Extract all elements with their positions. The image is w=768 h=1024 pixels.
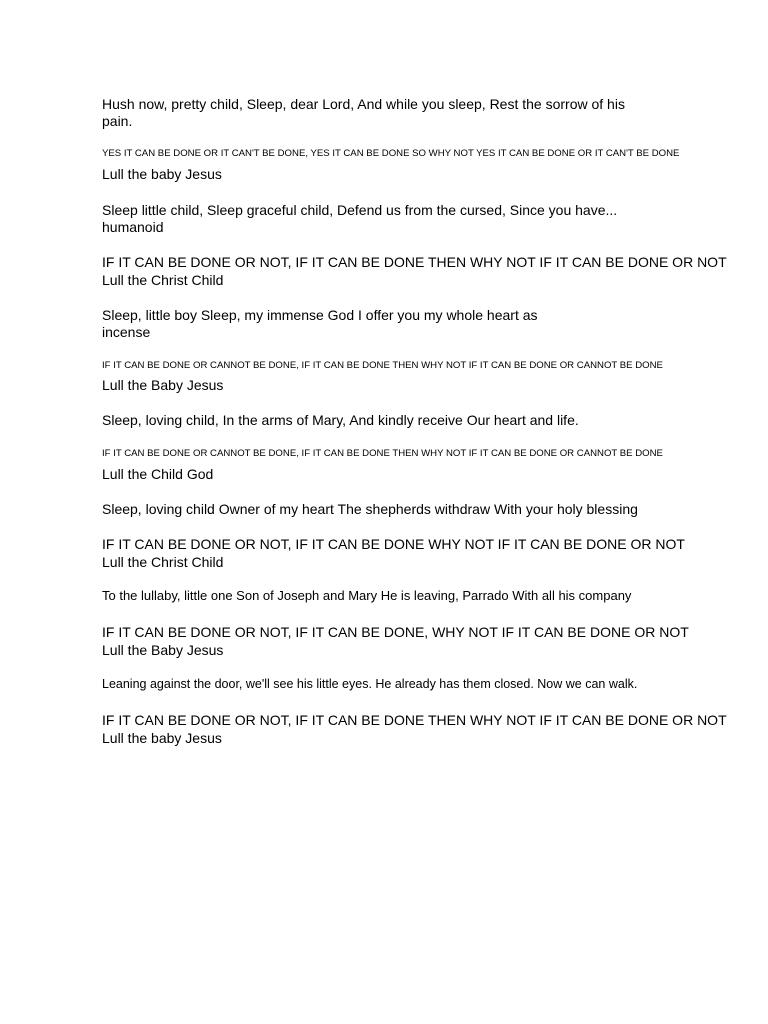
stanza-4-closing: Lull the Child God [102, 466, 214, 482]
stanza-4-refrain: IF IT CAN BE DONE OR CANNOT BE DONE, IF IT CAN BE DONE THEN WHY NOT IF IT CAN BE DONE OR CANNOT BE DONE [102, 448, 663, 459]
stanza-1-verse: Hush now, pretty child, Sleep, dear Lord, And while you sleep, Rest the sorrow of his pain. [102, 96, 625, 129]
stanza-6-refrain: IF IT CAN BE DONE OR NOT, IF IT CAN BE DONE, WHY NOT IF IT CAN BE DONE OR NOT [102, 624, 689, 640]
stanza-3-closing: Lull the Baby Jesus [102, 377, 224, 393]
stanza-5-verse: Sleep, loving child Owner of my heart The shepherds withdraw With your holy blessing [102, 501, 638, 517]
stanza-1-closing: Lull the baby Jesus [102, 166, 222, 182]
stanza-5-closing: Lull the Christ Child [102, 554, 224, 570]
stanza-3-verse: Sleep, little boy Sleep, my immense God I offer you my whole heart as incense [102, 307, 538, 340]
stanza-7-refrain: IF IT CAN BE DONE OR NOT, IF IT CAN BE DONE THEN WHY NOT IF IT CAN BE DONE OR NOT [102, 712, 727, 728]
stanza-6-verse: To the lullaby, little one Son of Joseph and Mary He is leaving, Parrado With all his company [102, 588, 632, 603]
stanza-1-refrain: YES IT CAN BE DONE OR IT CAN'T BE DONE, YES IT CAN BE DONE SO WHY NOT YES IT CAN BE DONE OR IT CAN'T BE DONE [102, 148, 680, 159]
stanza-2-refrain: IF IT CAN BE DONE OR NOT, IF IT CAN BE DONE THEN WHY NOT IF IT CAN BE DONE OR NOT [102, 254, 727, 270]
stanza-2-closing: Lull the Christ Child [102, 272, 224, 288]
stanza-4-verse: Sleep, loving child, In the arms of Mary, And kindly receive Our heart and life. [102, 412, 579, 428]
stanza-2-verse: Sleep little child, Sleep graceful child, Defend us from the cursed, Since you have... humanoid [102, 202, 618, 235]
stanza-7-verse: Leaning against the door, we'll see his little eyes. He already has them closed. Now we can walk. [102, 677, 638, 691]
stanza-7-closing: Lull the baby Jesus [102, 730, 222, 746]
stanza-6-closing: Lull the Baby Jesus [102, 642, 224, 658]
stanza-5-refrain: IF IT CAN BE DONE OR NOT, IF IT CAN BE DONE WHY NOT IF IT CAN BE DONE OR NOT [102, 536, 685, 552]
stanza-3-refrain: IF IT CAN BE DONE OR CANNOT BE DONE, IF IT CAN BE DONE THEN WHY NOT IF IT CAN BE DONE OR CANNOT BE DONE [102, 360, 663, 371]
